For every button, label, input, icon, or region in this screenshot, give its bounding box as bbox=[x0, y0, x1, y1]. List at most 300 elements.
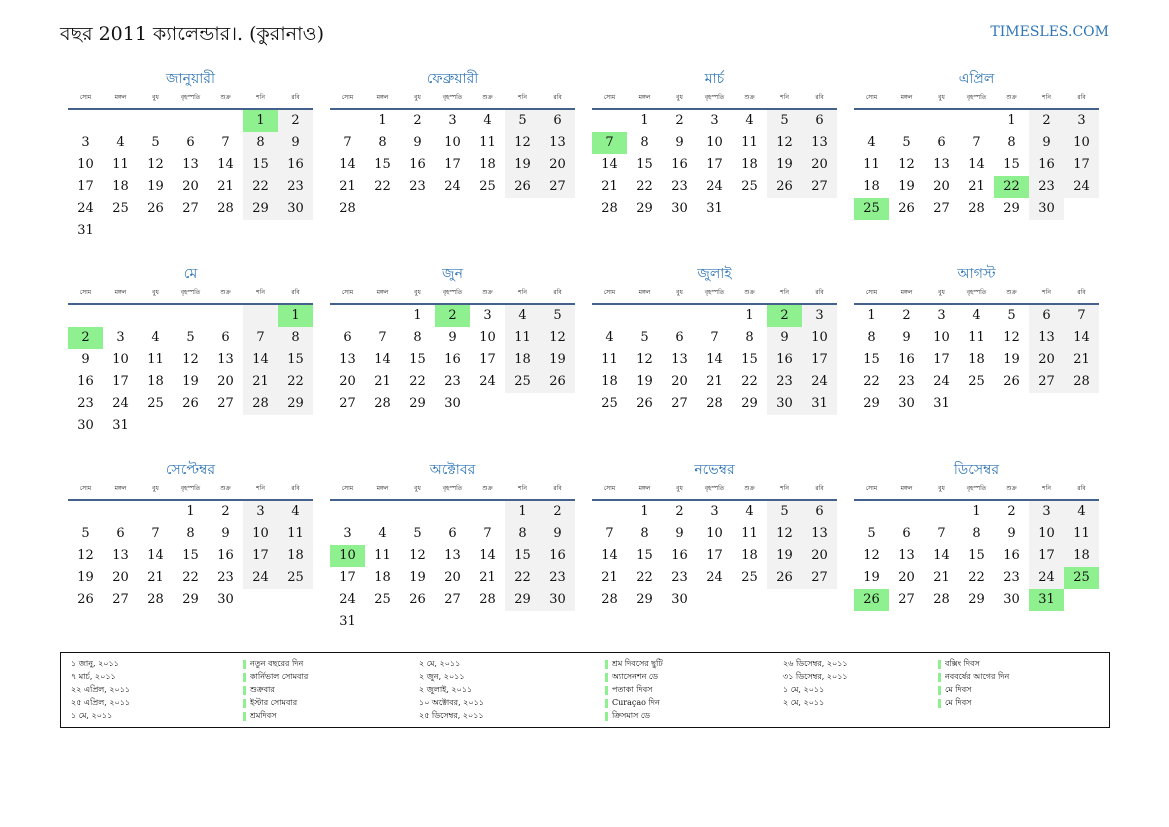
day-cell[interactable]: 30 bbox=[1029, 198, 1064, 220]
day-cell[interactable]: 14 bbox=[243, 349, 278, 371]
day-cell[interactable]: 20 bbox=[444, 570, 461, 585]
day-cell[interactable]: 27 bbox=[217, 396, 234, 411]
day-cell[interactable]: 4 bbox=[745, 504, 754, 519]
day-cell[interactable]: 5 bbox=[413, 526, 422, 541]
day-cell[interactable]: 13 bbox=[671, 352, 688, 367]
day-cell[interactable]: 9 bbox=[902, 330, 911, 345]
day-cell[interactable]: 23 bbox=[540, 567, 575, 589]
day-cell[interactable]: 17 bbox=[1029, 545, 1064, 567]
day-cell[interactable]: 8 bbox=[867, 330, 876, 345]
day-cell[interactable]: 15 bbox=[409, 352, 426, 367]
day-cell[interactable]: 10 bbox=[77, 157, 94, 172]
day-cell[interactable]: 17 bbox=[243, 545, 278, 567]
day-cell[interactable]: 19 bbox=[409, 570, 426, 585]
day-cell[interactable]: 4 bbox=[505, 305, 540, 327]
day-cell[interactable]: 11 bbox=[863, 157, 880, 172]
day-cell[interactable]: 14 bbox=[706, 352, 723, 367]
day-cell[interactable]: 28 bbox=[374, 396, 391, 411]
day-cell[interactable]: 20 bbox=[933, 179, 950, 194]
day-cell[interactable]: 19 bbox=[540, 349, 575, 371]
day-cell[interactable]: 25 bbox=[278, 567, 313, 589]
day-cell[interactable]: 25 bbox=[147, 396, 164, 411]
day-cell[interactable]: 1 bbox=[243, 110, 278, 132]
day-cell[interactable]: 15 bbox=[968, 548, 985, 563]
day-cell[interactable]: 15 bbox=[278, 349, 313, 371]
day-cell[interactable]: 27 bbox=[444, 592, 461, 607]
day-cell[interactable]: 4 bbox=[745, 113, 754, 128]
day-cell[interactable]: 13 bbox=[898, 548, 915, 563]
day-cell[interactable]: 21 bbox=[479, 570, 496, 585]
day-cell[interactable]: 16 bbox=[444, 352, 461, 367]
day-cell[interactable]: 15 bbox=[243, 154, 278, 176]
day-cell[interactable]: 30 bbox=[671, 201, 688, 216]
day-cell[interactable]: 1 bbox=[640, 113, 649, 128]
day-cell[interactable]: 13 bbox=[540, 132, 575, 154]
day-cell[interactable]: 14 bbox=[374, 352, 391, 367]
day-cell[interactable]: 29 bbox=[636, 592, 653, 607]
day-cell[interactable]: 11 bbox=[601, 352, 618, 367]
day-cell[interactable]: 17 bbox=[339, 570, 356, 585]
day-cell[interactable]: 2 bbox=[902, 308, 911, 323]
day-cell[interactable]: 23 bbox=[767, 371, 802, 393]
day-cell[interactable]: 27 bbox=[182, 201, 199, 216]
day-cell[interactable]: 4 bbox=[972, 308, 981, 323]
day-cell[interactable]: 10 bbox=[706, 135, 723, 150]
day-cell[interactable]: 2 bbox=[68, 327, 103, 349]
day-cell[interactable]: 21 bbox=[1064, 349, 1099, 371]
day-cell[interactable]: 1 bbox=[745, 308, 754, 323]
day-cell[interactable]: 21 bbox=[706, 374, 723, 389]
day-cell[interactable]: 24 bbox=[339, 592, 356, 607]
day-cell[interactable]: 26 bbox=[898, 201, 915, 216]
day-cell[interactable]: 21 bbox=[601, 179, 618, 194]
day-cell[interactable]: 7 bbox=[221, 135, 230, 150]
day-cell[interactable]: 5 bbox=[767, 501, 802, 523]
day-cell[interactable]: 6 bbox=[448, 526, 457, 541]
day-cell[interactable]: 1 bbox=[640, 504, 649, 519]
day-cell[interactable]: 23 bbox=[409, 179, 426, 194]
day-cell[interactable]: 12 bbox=[767, 523, 802, 545]
day-cell[interactable]: 28 bbox=[217, 201, 234, 216]
day-cell[interactable]: 7 bbox=[972, 135, 981, 150]
day-cell[interactable]: 28 bbox=[968, 201, 985, 216]
day-cell[interactable]: 25 bbox=[968, 374, 985, 389]
day-cell[interactable]: 12 bbox=[898, 157, 915, 172]
day-cell[interactable]: 7 bbox=[937, 526, 946, 541]
day-cell[interactable]: 25 bbox=[601, 396, 618, 411]
day-cell[interactable]: 9 bbox=[675, 135, 684, 150]
day-cell[interactable]: 19 bbox=[505, 154, 540, 176]
day-cell[interactable]: 7 bbox=[483, 526, 492, 541]
day-cell[interactable]: 3 bbox=[710, 113, 719, 128]
day-cell[interactable]: 14 bbox=[339, 157, 356, 172]
day-cell[interactable]: 19 bbox=[636, 374, 653, 389]
day-cell[interactable]: 19 bbox=[767, 154, 802, 176]
day-cell[interactable]: 23 bbox=[1003, 570, 1020, 585]
day-cell[interactable]: 24 bbox=[112, 396, 129, 411]
day-cell[interactable]: 1 bbox=[413, 308, 422, 323]
day-cell[interactable]: 3 bbox=[937, 308, 946, 323]
day-cell[interactable]: 7 bbox=[151, 526, 160, 541]
day-cell[interactable]: 20 bbox=[540, 154, 575, 176]
day-cell[interactable]: 3 bbox=[710, 504, 719, 519]
day-cell[interactable]: 6 bbox=[540, 110, 575, 132]
day-cell[interactable]: 31 bbox=[339, 614, 356, 629]
day-cell[interactable]: 16 bbox=[671, 157, 688, 172]
day-cell[interactable]: 23 bbox=[1029, 176, 1064, 198]
day-cell[interactable]: 22 bbox=[968, 570, 985, 585]
day-cell[interactable]: 14 bbox=[147, 548, 164, 563]
day-cell[interactable]: 22 bbox=[243, 176, 278, 198]
day-cell[interactable]: 4 bbox=[1064, 501, 1099, 523]
day-cell[interactable]: 14 bbox=[933, 548, 950, 563]
day-cell[interactable]: 16 bbox=[77, 374, 94, 389]
day-cell[interactable]: 5 bbox=[640, 330, 649, 345]
day-cell[interactable]: 8 bbox=[413, 330, 422, 345]
day-cell[interactable]: 22 bbox=[374, 179, 391, 194]
day-cell[interactable]: 31 bbox=[1029, 589, 1064, 611]
day-cell[interactable]: 17 bbox=[444, 157, 461, 172]
day-cell[interactable]: 28 bbox=[933, 592, 950, 607]
day-cell[interactable]: 17 bbox=[802, 349, 837, 371]
day-cell[interactable]: 8 bbox=[378, 135, 387, 150]
day-cell[interactable]: 22 bbox=[994, 176, 1029, 198]
day-cell[interactable]: 15 bbox=[374, 157, 391, 172]
day-cell[interactable]: 12 bbox=[767, 132, 802, 154]
day-cell[interactable]: 28 bbox=[601, 201, 618, 216]
day-cell[interactable]: 22 bbox=[278, 371, 313, 393]
day-cell[interactable]: 23 bbox=[278, 176, 313, 198]
day-cell[interactable]: 2 bbox=[435, 305, 470, 327]
day-cell[interactable]: 28 bbox=[601, 592, 618, 607]
day-cell[interactable]: 18 bbox=[147, 374, 164, 389]
day-cell[interactable]: 9 bbox=[675, 526, 684, 541]
day-cell[interactable]: 18 bbox=[601, 374, 618, 389]
day-cell[interactable]: 25 bbox=[854, 198, 889, 220]
day-cell[interactable]: 24 bbox=[802, 371, 837, 393]
day-cell[interactable]: 26 bbox=[505, 176, 540, 198]
day-cell[interactable]: 4 bbox=[378, 526, 387, 541]
day-cell[interactable]: 20 bbox=[898, 570, 915, 585]
day-cell[interactable]: 20 bbox=[112, 570, 129, 585]
day-cell[interactable]: 22 bbox=[409, 374, 426, 389]
day-cell[interactable]: 17 bbox=[706, 157, 723, 172]
day-cell[interactable]: 27 bbox=[898, 592, 915, 607]
day-cell[interactable]: 7 bbox=[605, 526, 614, 541]
day-cell[interactable]: 13 bbox=[444, 548, 461, 563]
day-cell[interactable]: 11 bbox=[741, 526, 758, 541]
day-cell[interactable]: 16 bbox=[1003, 548, 1020, 563]
day-cell[interactable]: 30 bbox=[1003, 592, 1020, 607]
day-cell[interactable]: 6 bbox=[116, 526, 125, 541]
day-cell[interactable]: 15 bbox=[741, 352, 758, 367]
day-cell[interactable]: 7 bbox=[378, 330, 387, 345]
day-cell[interactable]: 2 bbox=[1029, 110, 1064, 132]
day-cell[interactable]: 30 bbox=[278, 198, 313, 220]
day-cell[interactable]: 24 bbox=[444, 179, 461, 194]
day-cell[interactable]: 25 bbox=[374, 592, 391, 607]
day-cell[interactable]: 3 bbox=[343, 526, 352, 541]
day-cell[interactable]: 20 bbox=[671, 374, 688, 389]
day-cell[interactable]: 23 bbox=[77, 396, 94, 411]
day-cell[interactable]: 21 bbox=[243, 371, 278, 393]
day-cell[interactable]: 1 bbox=[867, 308, 876, 323]
day-cell[interactable]: 16 bbox=[278, 154, 313, 176]
day-cell[interactable]: 11 bbox=[278, 523, 313, 545]
day-cell[interactable]: 3 bbox=[243, 501, 278, 523]
day-cell[interactable]: 13 bbox=[1029, 327, 1064, 349]
day-cell[interactable]: 8 bbox=[640, 526, 649, 541]
day-cell[interactable]: 11 bbox=[968, 330, 985, 345]
day-cell[interactable]: 23 bbox=[898, 374, 915, 389]
day-cell[interactable]: 8 bbox=[745, 330, 754, 345]
day-cell[interactable]: 3 bbox=[1029, 501, 1064, 523]
day-cell[interactable]: 27 bbox=[802, 176, 837, 198]
day-cell[interactable]: 13 bbox=[933, 157, 950, 172]
day-cell[interactable]: 25 bbox=[479, 179, 496, 194]
day-cell[interactable]: 8 bbox=[1007, 135, 1016, 150]
day-cell[interactable]: 13 bbox=[802, 132, 837, 154]
day-cell[interactable]: 15 bbox=[505, 545, 540, 567]
day-cell[interactable]: 31 bbox=[77, 223, 94, 238]
day-cell[interactable]: 8 bbox=[278, 327, 313, 349]
day-cell[interactable]: 11 bbox=[374, 548, 391, 563]
day-cell[interactable]: 25 bbox=[505, 371, 540, 393]
day-cell[interactable]: 10 bbox=[802, 327, 837, 349]
day-cell[interactable]: 10 bbox=[933, 330, 950, 345]
day-cell[interactable]: 27 bbox=[671, 396, 688, 411]
day-cell[interactable]: 22 bbox=[505, 567, 540, 589]
day-cell[interactable]: 18 bbox=[479, 157, 496, 172]
day-cell[interactable]: 28 bbox=[479, 592, 496, 607]
day-cell[interactable]: 12 bbox=[409, 548, 426, 563]
day-cell[interactable]: 28 bbox=[243, 393, 278, 415]
day-cell[interactable]: 2 bbox=[1007, 504, 1016, 519]
day-cell[interactable]: 3 bbox=[1064, 110, 1099, 132]
day-cell[interactable]: 16 bbox=[767, 349, 802, 371]
day-cell[interactable]: 7 bbox=[710, 330, 719, 345]
day-cell[interactable]: 1 bbox=[972, 504, 981, 519]
day-cell[interactable]: 8 bbox=[186, 526, 195, 541]
day-cell[interactable]: 11 bbox=[505, 327, 540, 349]
day-cell[interactable]: 4 bbox=[278, 501, 313, 523]
day-cell[interactable]: 21 bbox=[601, 570, 618, 585]
day-cell[interactable]: 29 bbox=[278, 393, 313, 415]
day-cell[interactable]: 27 bbox=[339, 396, 356, 411]
day-cell[interactable]: 19 bbox=[898, 179, 915, 194]
day-cell[interactable]: 10 bbox=[479, 330, 496, 345]
day-cell[interactable]: 10 bbox=[112, 352, 129, 367]
day-cell[interactable]: 30 bbox=[540, 589, 575, 611]
day-cell[interactable]: 29 bbox=[636, 201, 653, 216]
day-cell[interactable]: 21 bbox=[147, 570, 164, 585]
day-cell[interactable]: 5 bbox=[902, 135, 911, 150]
day-cell[interactable]: 10 bbox=[330, 545, 365, 567]
day-cell[interactable]: 29 bbox=[968, 592, 985, 607]
day-cell[interactable]: 13 bbox=[802, 523, 837, 545]
day-cell[interactable]: 24 bbox=[1029, 567, 1064, 589]
day-cell[interactable]: 18 bbox=[1064, 545, 1099, 567]
day-cell[interactable]: 2 bbox=[278, 110, 313, 132]
day-cell[interactable]: 15 bbox=[182, 548, 199, 563]
day-cell[interactable]: 19 bbox=[182, 374, 199, 389]
day-cell[interactable]: 31 bbox=[706, 201, 723, 216]
day-cell[interactable]: 24 bbox=[1064, 176, 1099, 198]
day-cell[interactable]: 24 bbox=[243, 567, 278, 589]
day-cell[interactable]: 23 bbox=[444, 374, 461, 389]
day-cell[interactable]: 27 bbox=[802, 567, 837, 589]
day-cell[interactable]: 11 bbox=[1064, 523, 1099, 545]
day-cell[interactable]: 11 bbox=[741, 135, 758, 150]
day-cell[interactable]: 26 bbox=[636, 396, 653, 411]
day-cell[interactable]: 10 bbox=[243, 523, 278, 545]
day-cell[interactable]: 3 bbox=[483, 308, 492, 323]
day-cell[interactable]: 20 bbox=[802, 545, 837, 567]
day-cell[interactable]: 1 bbox=[278, 305, 313, 327]
day-cell[interactable]: 26 bbox=[409, 592, 426, 607]
day-cell[interactable]: 24 bbox=[706, 570, 723, 585]
day-cell[interactable]: 3 bbox=[802, 305, 837, 327]
day-cell[interactable]: 27 bbox=[933, 201, 950, 216]
day-cell[interactable]: 11 bbox=[479, 135, 496, 150]
day-cell[interactable]: 1 bbox=[378, 113, 387, 128]
day-cell[interactable]: 16 bbox=[217, 548, 234, 563]
day-cell[interactable]: 29 bbox=[182, 592, 199, 607]
day-cell[interactable]: 7 bbox=[243, 327, 278, 349]
day-cell[interactable]: 24 bbox=[706, 179, 723, 194]
day-cell[interactable]: 25 bbox=[741, 179, 758, 194]
day-cell[interactable]: 5 bbox=[540, 305, 575, 327]
day-cell[interactable]: 5 bbox=[81, 526, 90, 541]
day-cell[interactable]: 22 bbox=[182, 570, 199, 585]
day-cell[interactable]: 29 bbox=[243, 198, 278, 220]
day-cell[interactable]: 2 bbox=[675, 504, 684, 519]
day-cell[interactable]: 5 bbox=[867, 526, 876, 541]
day-cell[interactable]: 9 bbox=[278, 132, 313, 154]
day-cell[interactable]: 24 bbox=[479, 374, 496, 389]
day-cell[interactable]: 15 bbox=[863, 352, 880, 367]
day-cell[interactable]: 12 bbox=[636, 352, 653, 367]
day-cell[interactable]: 9 bbox=[767, 327, 802, 349]
day-cell[interactable]: 16 bbox=[540, 545, 575, 567]
day-cell[interactable]: 6 bbox=[802, 501, 837, 523]
day-cell[interactable]: 26 bbox=[854, 589, 889, 611]
day-cell[interactable]: 8 bbox=[505, 523, 540, 545]
day-cell[interactable]: 30 bbox=[671, 592, 688, 607]
day-cell[interactable]: 17 bbox=[77, 179, 94, 194]
day-cell[interactable]: 7 bbox=[1064, 305, 1099, 327]
day-cell[interactable]: 18 bbox=[741, 157, 758, 172]
day-cell[interactable]: 17 bbox=[1064, 154, 1099, 176]
day-cell[interactable]: 6 bbox=[186, 135, 195, 150]
day-cell[interactable]: 30 bbox=[767, 393, 802, 415]
day-cell[interactable]: 22 bbox=[636, 570, 653, 585]
day-cell[interactable]: 12 bbox=[182, 352, 199, 367]
day-cell[interactable]: 23 bbox=[671, 570, 688, 585]
day-cell[interactable]: 5 bbox=[186, 330, 195, 345]
day-cell[interactable]: 18 bbox=[112, 179, 129, 194]
day-cell[interactable]: 10 bbox=[444, 135, 461, 150]
day-cell[interactable]: 24 bbox=[933, 374, 950, 389]
day-cell[interactable]: 17 bbox=[479, 352, 496, 367]
day-cell[interactable]: 30 bbox=[217, 592, 234, 607]
day-cell[interactable]: 9 bbox=[1029, 132, 1064, 154]
day-cell[interactable]: 9 bbox=[1007, 526, 1016, 541]
day-cell[interactable]: 20 bbox=[217, 374, 234, 389]
day-cell[interactable]: 13 bbox=[217, 352, 234, 367]
day-cell[interactable]: 14 bbox=[601, 548, 618, 563]
day-cell[interactable]: 8 bbox=[972, 526, 981, 541]
day-cell[interactable]: 28 bbox=[339, 201, 356, 216]
day-cell[interactable]: 4 bbox=[151, 330, 160, 345]
day-cell[interactable]: 9 bbox=[448, 330, 457, 345]
day-cell[interactable]: 20 bbox=[802, 154, 837, 176]
day-cell[interactable]: 21 bbox=[339, 179, 356, 194]
day-cell[interactable]: 30 bbox=[77, 418, 94, 433]
day-cell[interactable]: 23 bbox=[217, 570, 234, 585]
day-cell[interactable]: 15 bbox=[636, 157, 653, 172]
day-cell[interactable]: 2 bbox=[675, 113, 684, 128]
day-cell[interactable]: 2 bbox=[767, 305, 802, 327]
day-cell[interactable]: 5 bbox=[767, 110, 802, 132]
day-cell[interactable]: 14 bbox=[217, 157, 234, 172]
day-cell[interactable]: 19 bbox=[863, 570, 880, 585]
day-cell[interactable]: 26 bbox=[77, 592, 94, 607]
day-cell[interactable]: 31 bbox=[112, 418, 129, 433]
day-cell[interactable]: 14 bbox=[968, 157, 985, 172]
day-cell[interactable]: 30 bbox=[444, 396, 461, 411]
day-cell[interactable]: 11 bbox=[112, 157, 129, 172]
day-cell[interactable]: 13 bbox=[112, 548, 129, 563]
day-cell[interactable]: 22 bbox=[741, 374, 758, 389]
day-cell[interactable]: 19 bbox=[767, 545, 802, 567]
day-cell[interactable]: 20 bbox=[182, 179, 199, 194]
day-cell[interactable]: 17 bbox=[933, 352, 950, 367]
day-cell[interactable]: 17 bbox=[112, 374, 129, 389]
day-cell[interactable]: 27 bbox=[540, 176, 575, 198]
day-cell[interactable]: 26 bbox=[182, 396, 199, 411]
day-cell[interactable]: 18 bbox=[968, 352, 985, 367]
day-cell[interactable]: 7 bbox=[592, 132, 627, 154]
day-cell[interactable]: 21 bbox=[968, 179, 985, 194]
day-cell[interactable]: 1 bbox=[1007, 113, 1016, 128]
day-cell[interactable]: 26 bbox=[540, 371, 575, 393]
day-cell[interactable]: 2 bbox=[540, 501, 575, 523]
day-cell[interactable]: 1 bbox=[505, 501, 540, 523]
day-cell[interactable]: 13 bbox=[339, 352, 356, 367]
day-cell[interactable]: 25 bbox=[112, 201, 129, 216]
day-cell[interactable]: 6 bbox=[343, 330, 352, 345]
day-cell[interactable]: 2 bbox=[221, 504, 230, 519]
day-cell[interactable]: 12 bbox=[147, 157, 164, 172]
day-cell[interactable]: 19 bbox=[147, 179, 164, 194]
day-cell[interactable]: 4 bbox=[483, 113, 492, 128]
day-cell[interactable]: 16 bbox=[1029, 154, 1064, 176]
day-cell[interactable]: 21 bbox=[217, 179, 234, 194]
day-cell[interactable]: 12 bbox=[540, 327, 575, 349]
day-cell[interactable]: 19 bbox=[77, 570, 94, 585]
day-cell[interactable]: 12 bbox=[505, 132, 540, 154]
day-cell[interactable]: 2 bbox=[413, 113, 422, 128]
day-cell[interactable]: 14 bbox=[1064, 327, 1099, 349]
day-cell[interactable]: 16 bbox=[671, 548, 688, 563]
day-cell[interactable]: 23 bbox=[671, 179, 688, 194]
day-cell[interactable]: 22 bbox=[863, 374, 880, 389]
day-cell[interactable]: 17 bbox=[706, 548, 723, 563]
day-cell[interactable]: 18 bbox=[741, 548, 758, 563]
day-cell[interactable]: 3 bbox=[116, 330, 125, 345]
day-cell[interactable]: 12 bbox=[77, 548, 94, 563]
